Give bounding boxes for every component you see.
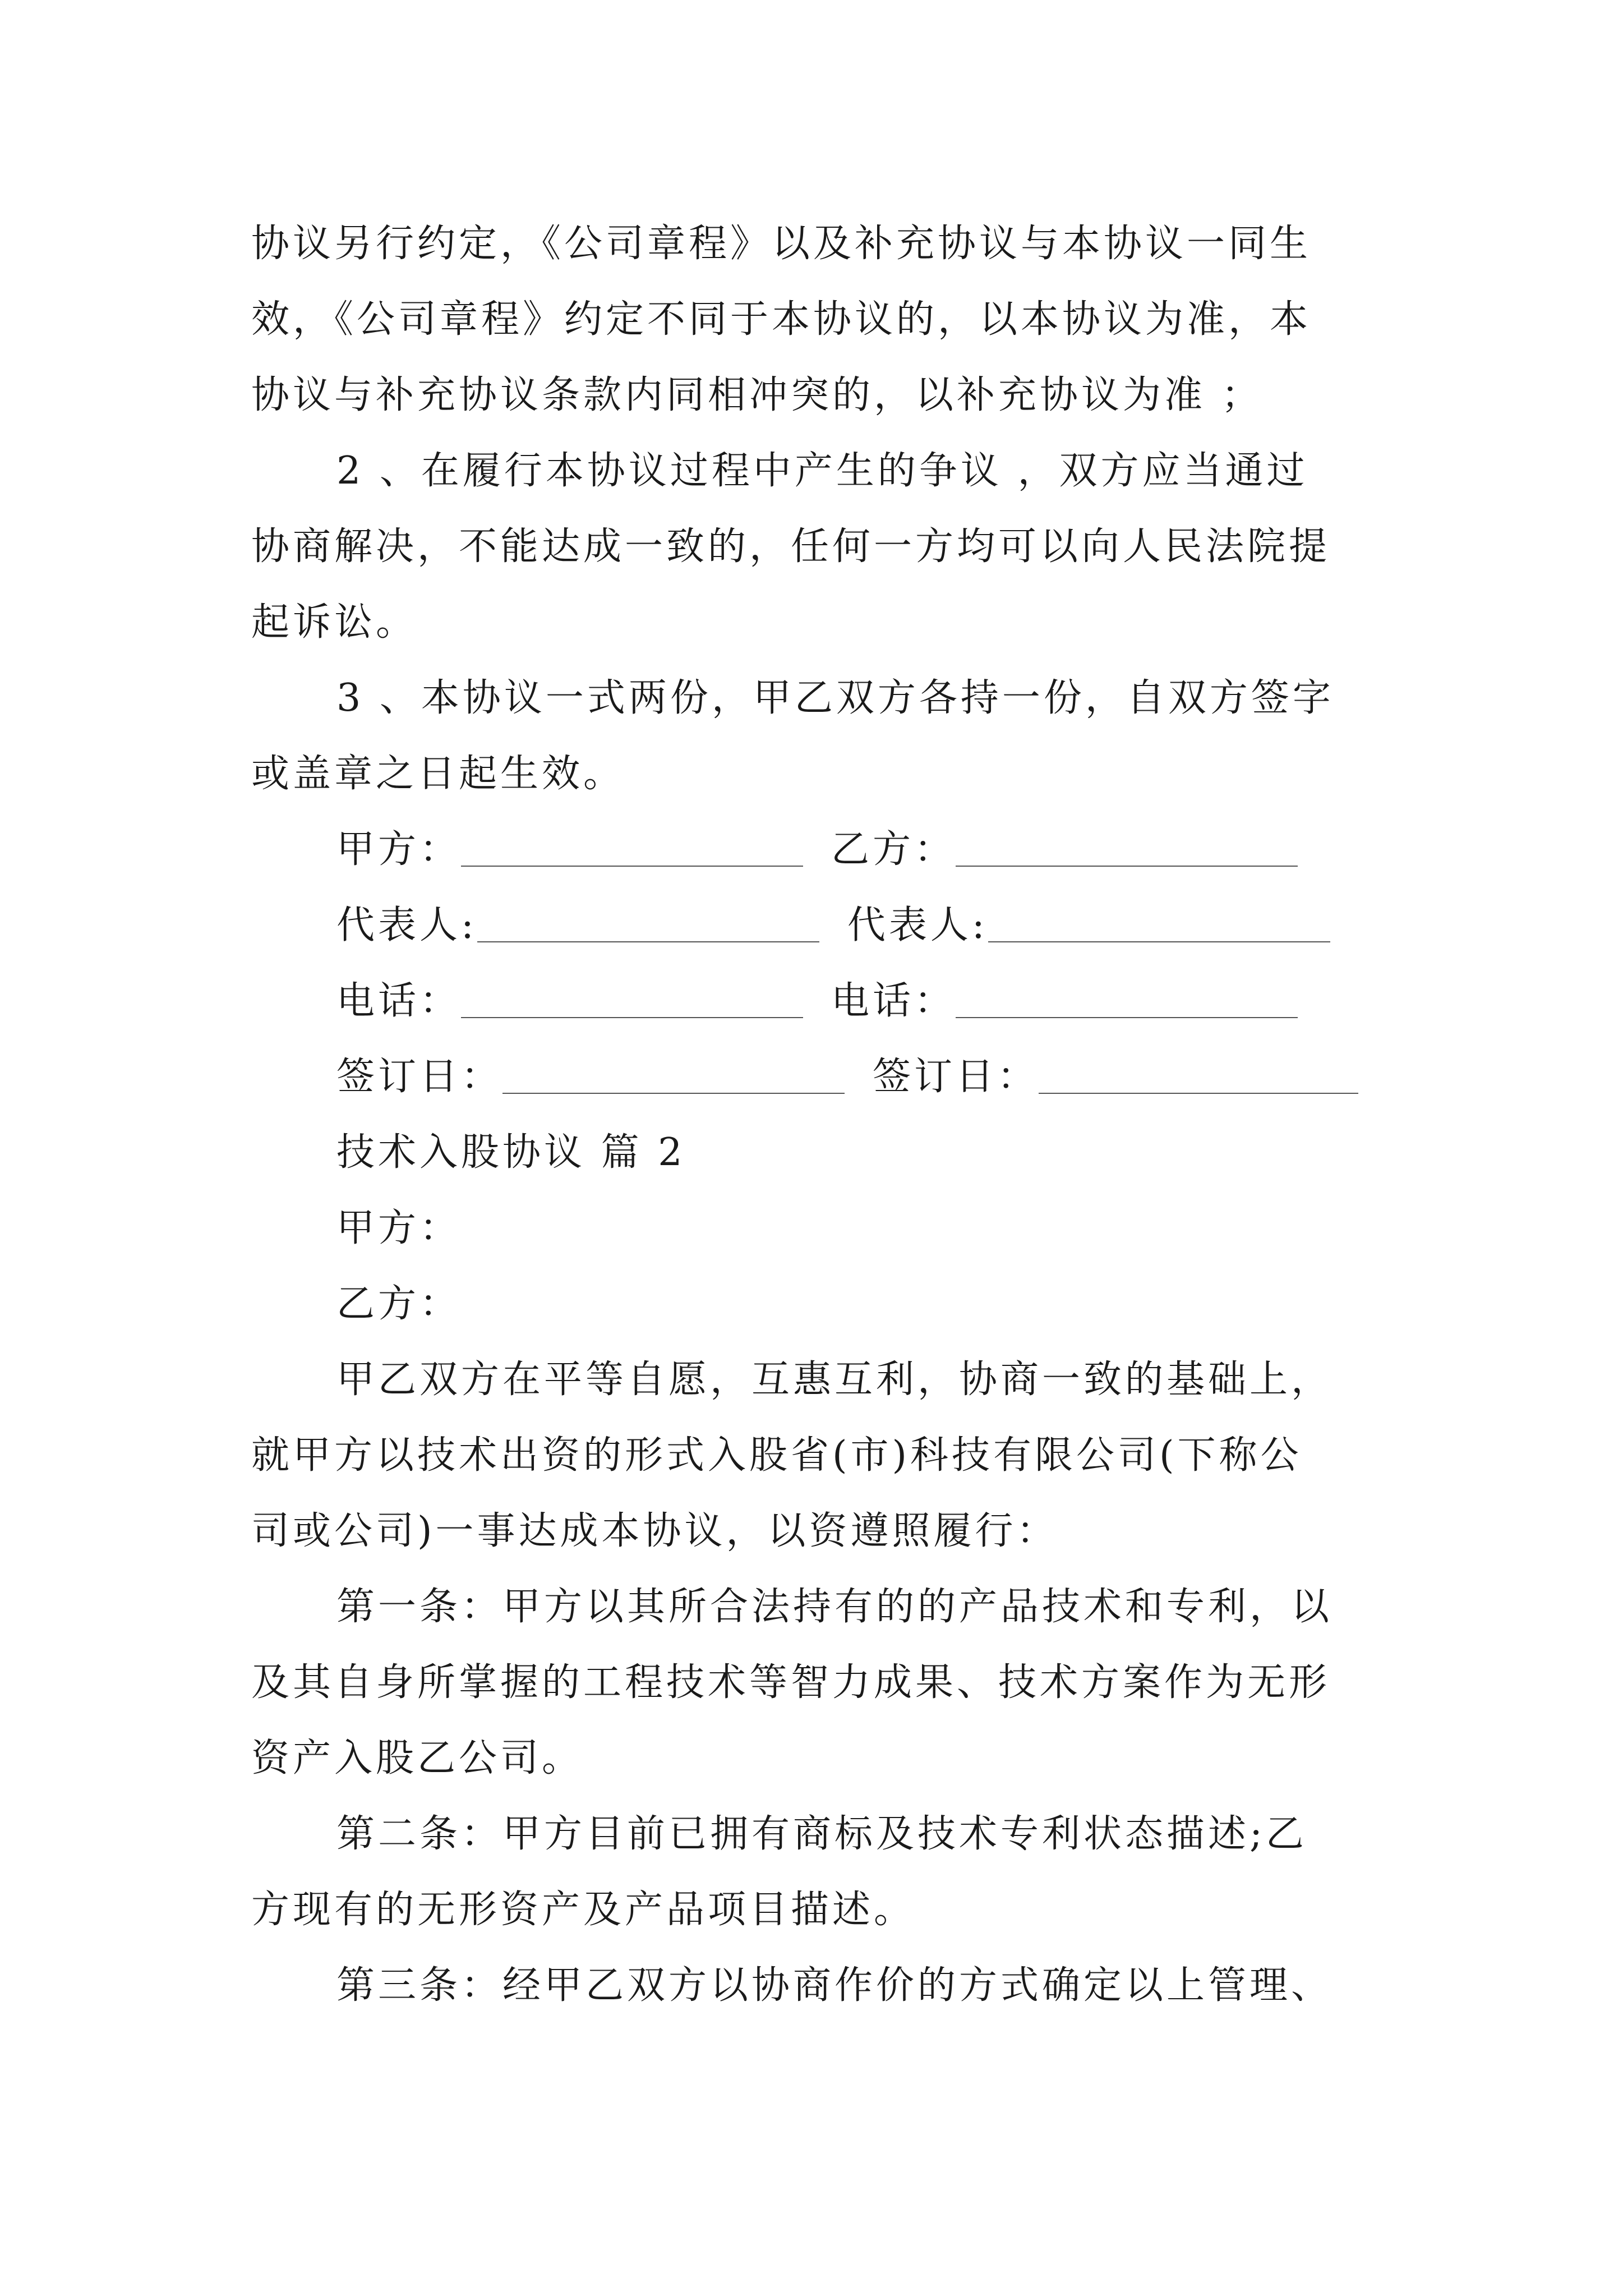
signature-row-date bbox=[336, 1055, 1381, 1099]
clause-3-line: 3 、本协议一式两份，甲乙双方各持一份，自双方签字 bbox=[336, 676, 1334, 720]
paragraph-line: 协议另行约定，《公司章程》以及补充协议与本协议一同生 bbox=[251, 222, 1312, 266]
paragraph-line: 协商解决，不能达成一致的，任何一方均可以向人民法院提 bbox=[251, 524, 1331, 569]
paragraph-line: 甲乙双方在平等自愿，互惠互利，协商一致的基础上， bbox=[336, 1358, 1333, 1402]
rep-a-label: 代表人: bbox=[336, 903, 477, 947]
paragraph-line: 就甲方以技术出资的形式入股省(市)科技有限公司(下称公 bbox=[251, 1433, 1302, 1478]
phone-a-label: 电话： bbox=[336, 979, 462, 1023]
paragraph-line: 效，《公司章程》约定不同于本协议的，以本协议为准，本 bbox=[251, 297, 1312, 342]
section2-party-a: 甲方： bbox=[336, 1206, 462, 1250]
signature-row-representative bbox=[336, 903, 1353, 948]
rep-a-blank[interactable] bbox=[477, 939, 819, 942]
phone-b-blank[interactable] bbox=[956, 1015, 1298, 1018]
clause-2-line: 2 、在履行本协议过程中产生的争议 ，双方应当通过 bbox=[336, 449, 1308, 493]
paragraph-line: 资产入股乙公司。 bbox=[251, 1736, 584, 1780]
date-b-label: 签订日： bbox=[873, 1055, 1039, 1099]
phone-a-blank[interactable] bbox=[461, 1015, 803, 1018]
paragraph-line: 方现有的无形资产及产品项目描述。 bbox=[251, 1888, 916, 1932]
date-b-blank[interactable] bbox=[1039, 1091, 1358, 1094]
party-a-label: 甲方： bbox=[336, 827, 462, 872]
party-b-label: 乙方： bbox=[831, 827, 956, 872]
article-2-line: 第二条：甲方目前已拥有商标及技术专利状态描述;乙 bbox=[336, 1812, 1307, 1856]
article-3-line: 第三条：经甲乙双方以协商作价的方式确定以上管理、 bbox=[336, 1963, 1333, 2008]
phone-b-label: 电话： bbox=[831, 979, 956, 1023]
section-title: 技术入股协议 篇 2 bbox=[336, 1130, 686, 1175]
date-a-label: 签订日： bbox=[336, 1055, 503, 1099]
rep-b-label: 代表人: bbox=[847, 903, 988, 947]
article-1-line: 第一条：甲方以其所合法持有的的产品技术和专利，以 bbox=[336, 1585, 1333, 1629]
paragraph-line: 协议与补充协议条款内同相冲突的，以补充协议为准 ； bbox=[251, 373, 1263, 417]
rep-b-blank[interactable] bbox=[988, 939, 1330, 942]
signature-row-phone bbox=[336, 979, 1320, 1024]
paragraph-line: 司或公司)一事达成本协议，以资遵照履行： bbox=[251, 1509, 1058, 1553]
date-a-blank[interactable] bbox=[502, 1091, 845, 1094]
paragraph-line: 或盖章之日起生效。 bbox=[251, 752, 625, 796]
section2-party-b: 乙方： bbox=[336, 1282, 462, 1326]
paragraph-line: 起诉讼。 bbox=[251, 600, 418, 645]
paragraph-line: 及其自身所掌握的工程技术等智力成果、技术方案作为无形 bbox=[251, 1660, 1331, 1705]
party-b-blank[interactable] bbox=[956, 863, 1298, 867]
party-a-blank[interactable] bbox=[461, 863, 803, 867]
signature-row-party bbox=[336, 827, 1320, 872]
